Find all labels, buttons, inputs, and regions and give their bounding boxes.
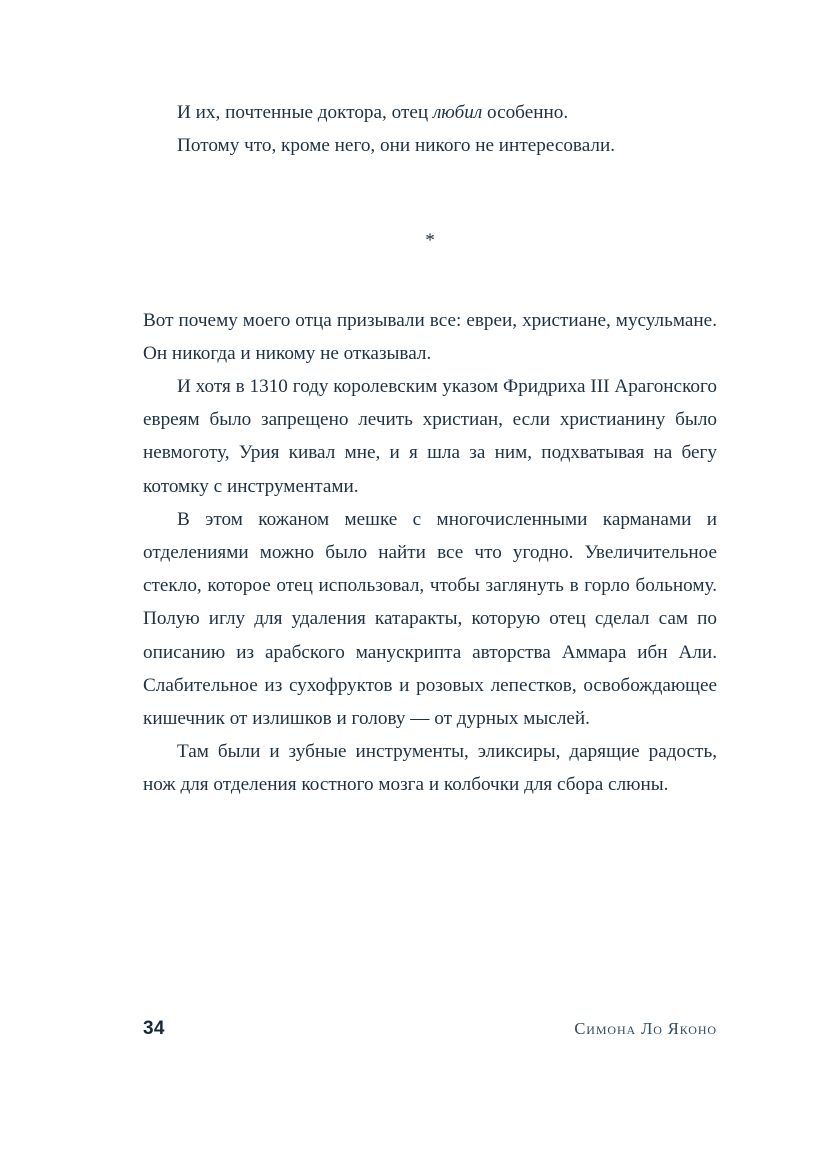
text-column [143, 96, 717, 802]
page-footer [143, 1018, 717, 1040]
opening-block [143, 96, 717, 162]
page-number: 34 [143, 1018, 165, 1039]
running-head-author: Симона Ло Яконо [574, 1019, 717, 1038]
opening-line-1-before: И их, почтенные доктора, отец любил особенно. [177, 102, 569, 123]
opening-line-2: Потому что, кроме него, они никого не интересовали. [177, 135, 616, 157]
emphasis-word: любил [432, 102, 483, 123]
opening-line-1 [143, 96, 717, 129]
paragraph-3: В этом кожаном мешке с многочисленными карманами и отделениями можно было найти все что угодно. Увеличительное стекло, которое отец использовал, чтобы заглянуть в горло больному. Полую иглу для удаления катаракты, которую отец сделал сам по описанию из арабского манускрипта авторства Аммара ибн Али. Слабительное из сухофруктов и розовых лепестков, освобождающее кишечник от излишков и голову — от дурных мыслей. [143, 508, 717, 730]
paragraph-4: Там были и зубные инструменты, эликсиры, дарящие радость, нож для отделения костного мозга и колбочки для сбора слюны. [143, 741, 717, 796]
paragraph-1: Вот почему моего отца призывали все: евреи, христиане, мусульмане. Он никогда и никому не отказывал. [143, 309, 717, 364]
section-separator: * [425, 230, 435, 252]
paragraph-2: И хотя в 1310 году королевским указом Фридриха III Арагонского евреям было запрещено лечить христиан, если христианину было невмоготу, Урия кивал мне, и я шла за ним, подхватывая на бегу котомку с инструментами. [143, 376, 717, 497]
